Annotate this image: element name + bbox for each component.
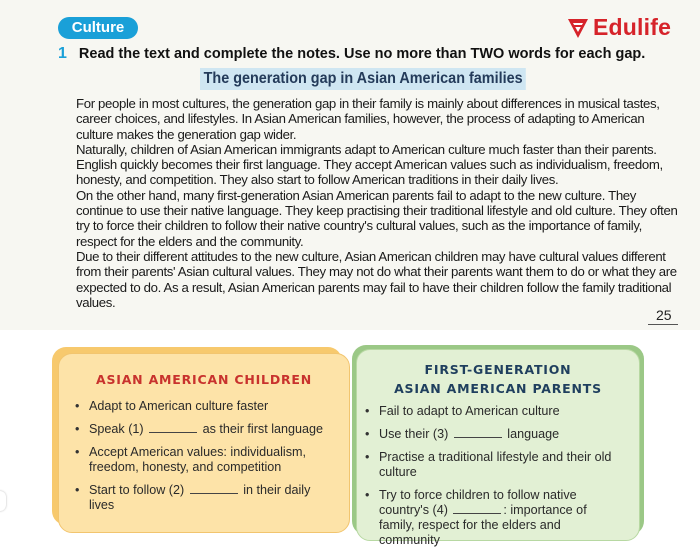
note-item (365, 427, 625, 442)
note-text: as their first language (202, 422, 324, 436)
logo-text: Edulife (593, 14, 672, 40)
gap-1-blank[interactable] (149, 422, 197, 433)
gap-4-blank[interactable] (453, 503, 501, 514)
note-text: Fail to adapt to American culture (379, 404, 560, 418)
note-item (365, 488, 625, 548)
article-paragraph: For people in most cultures, the generation gap in their family is mainly about differences in musical tastes, career choices, and lifestyles. In Asian American families, however, the process of adapting to American culture makes the generation gap wider. (76, 96, 660, 142)
note-text: Start to follow (2) (89, 483, 185, 497)
article-title: The generation gap in Asian American families (200, 68, 526, 90)
edulife-v-icon (566, 16, 590, 40)
note-item (365, 450, 625, 480)
task-instruction (58, 45, 645, 63)
note-text: in their daily lives (89, 483, 311, 512)
task-text: Read the text and complete the notes. Use no more than TWO words for each gap. (78, 46, 646, 62)
note-text: Try to force children to follow native country's (4) (379, 488, 577, 517)
task-number: 1 (58, 45, 67, 62)
page-number-underline (648, 324, 678, 325)
children-notes-title: ASIAN AMERICAN CHILDREN (95, 372, 313, 387)
note-text: language (507, 427, 560, 441)
parents-notes-title-line1: FIRST-GENERATION (424, 362, 572, 377)
edulife-logo (566, 14, 671, 41)
article-body (76, 96, 678, 310)
gap-2-blank[interactable] (190, 483, 238, 494)
article-paragraph: Naturally, children of Asian American immigrants adapt to American culture much faster than their parents. English quickly becomes their first language. They accept American values such as individualism, freedom, honesty, and competition. They also start to follow American traditions in their daily lives. (76, 141, 663, 188)
section-label: Culture (58, 17, 138, 39)
article-paragraph: On the other hand, many first-generation Asian American parents fail to adapt to the new culture. They continue to use their native language. They keep practising their traditional lifestyle and old culture. They often try to force their children to follow their native country's cultural values, such as the importance of family, respect for the elders and the community. (76, 187, 678, 249)
note-item (75, 445, 335, 475)
note-item (365, 404, 625, 419)
note-text: Use their (3) (379, 427, 449, 441)
note-text: Accept American values: individualism, freedom, honesty, and competition (89, 445, 306, 474)
note-text: Adapt to American culture faster (89, 399, 269, 413)
note-item (75, 483, 335, 513)
parents-notes-card (356, 349, 640, 547)
note-item (75, 399, 335, 414)
note-text: Speak (1) (89, 422, 144, 436)
page-edge-tab[interactable] (0, 491, 6, 511)
gap-3-blank[interactable] (454, 427, 502, 438)
note-item (75, 422, 335, 437)
parents-notes-list (365, 404, 625, 548)
note-text: Practise a traditional lifestyle and their old culture (379, 450, 612, 479)
children-notes-list (75, 399, 335, 513)
page-number: 25 (656, 307, 672, 323)
children-notes-card (58, 353, 350, 533)
note-text: : importance of family, respect for the elders and community (379, 503, 587, 547)
article-paragraph: Due to their different attitudes to the new culture, Asian American children may have cultural values different from their parents' Asian cultural values. They may not do what their parents want them to do or what they are expected to do. As a result, Asian American parents may fail to have their children follow the family traditional values. (76, 248, 677, 310)
parents-notes-title-line2: ASIAN AMERICAN PARENTS (394, 381, 602, 396)
